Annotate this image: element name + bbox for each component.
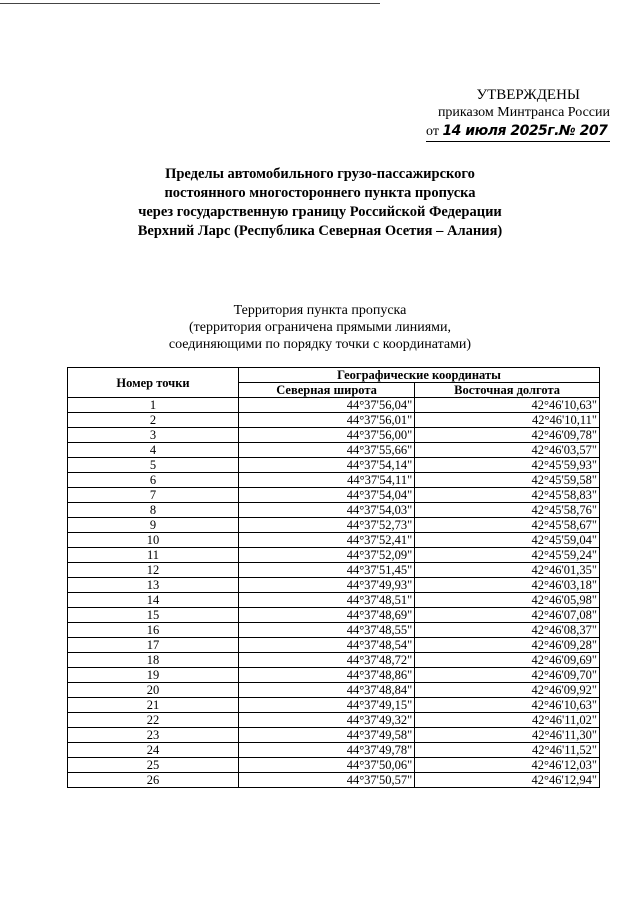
longitude-cell: 42°46'09,78" (415, 428, 600, 443)
latitude-cell: 44°37'54,14" (239, 458, 415, 473)
header-point-number: Номер точки (68, 368, 239, 398)
table-row (68, 458, 600, 473)
header-longitude: Восточная долгота (415, 383, 600, 398)
header-latitude: Северная широта (239, 383, 415, 398)
point-number: 14 (68, 593, 239, 608)
approval-stamp (400, 86, 610, 142)
point-number: 19 (68, 668, 239, 683)
coordinates-table (67, 367, 600, 788)
latitude-cell: 44°37'52,73" (239, 518, 415, 533)
point-number: 6 (68, 473, 239, 488)
territory-subtitle (0, 302, 640, 353)
longitude-cell: 42°46'12,94" (415, 773, 600, 788)
table-row (68, 758, 600, 773)
latitude-cell: 44°37'48,55" (239, 623, 415, 638)
table-row (68, 653, 600, 668)
latitude-cell: 44°37'50,57" (239, 773, 415, 788)
latitude-cell: 44°37'56,01" (239, 413, 415, 428)
longitude-cell: 42°46'09,69" (415, 653, 600, 668)
longitude-cell: 42°46'03,57" (415, 443, 600, 458)
longitude-cell: 42°46'07,08" (415, 608, 600, 623)
longitude-cell: 42°46'11,02" (415, 713, 600, 728)
longitude-cell: 42°46'09,70" (415, 668, 600, 683)
longitude-cell: 42°45'59,24" (415, 548, 600, 563)
table-row (68, 398, 600, 413)
table-row (68, 638, 600, 653)
point-number: 8 (68, 503, 239, 518)
longitude-cell: 42°45'58,83" (415, 488, 600, 503)
point-number: 18 (68, 653, 239, 668)
point-number: 5 (68, 458, 239, 473)
table-row (68, 713, 600, 728)
approval-date-line (426, 122, 610, 142)
latitude-cell: 44°37'55,66" (239, 443, 415, 458)
latitude-cell: 44°37'49,32" (239, 713, 415, 728)
table-row (68, 413, 600, 428)
table-row (68, 608, 600, 623)
longitude-cell: 42°46'05,98" (415, 593, 600, 608)
header-geo-coordinates: Географические координаты (239, 368, 600, 383)
point-number: 22 (68, 713, 239, 728)
title-line: через государственную границу Российской Федерации (138, 204, 502, 220)
table-row (68, 728, 600, 743)
latitude-cell: 44°37'52,41" (239, 533, 415, 548)
latitude-cell: 44°37'51,45" (239, 563, 415, 578)
longitude-cell: 42°46'09,92" (415, 683, 600, 698)
point-number: 20 (68, 683, 239, 698)
longitude-cell: 42°46'11,52" (415, 743, 600, 758)
longitude-cell: 42°46'01,35" (415, 563, 600, 578)
point-number: 4 (68, 443, 239, 458)
table-row (68, 668, 600, 683)
table-row (68, 548, 600, 563)
subtitle-line: Территория пункта пропуска (233, 303, 407, 318)
table-row (68, 473, 600, 488)
longitude-cell: 42°45'59,04" (415, 533, 600, 548)
point-number: 24 (68, 743, 239, 758)
approval-order: приказом Минтранса России (437, 105, 610, 120)
point-number: 21 (68, 698, 239, 713)
table-row (68, 698, 600, 713)
latitude-cell: 44°37'49,78" (239, 743, 415, 758)
coordinates-table-body (68, 398, 600, 788)
longitude-cell: 42°46'10,63" (415, 698, 600, 713)
latitude-cell: 44°37'48,86" (239, 668, 415, 683)
latitude-cell: 44°37'49,15" (239, 698, 415, 713)
table-row (68, 518, 600, 533)
point-number: 13 (68, 578, 239, 593)
point-number: 3 (68, 428, 239, 443)
table-row (68, 503, 600, 518)
point-number: 12 (68, 563, 239, 578)
title-line: постоянного многостороннего пункта пропуска (164, 185, 476, 201)
handwritten-date-number: 14 июля 2025г.№ 207 (442, 123, 608, 139)
table-row (68, 773, 600, 788)
longitude-cell: 42°45'59,58" (415, 473, 600, 488)
latitude-cell: 44°37'56,04" (239, 398, 415, 413)
table-row (68, 428, 600, 443)
point-number: 15 (68, 608, 239, 623)
longitude-cell: 42°46'10,63" (415, 398, 600, 413)
latitude-cell: 44°37'54,04" (239, 488, 415, 503)
point-number: 26 (68, 773, 239, 788)
approval-date-prefix: от (426, 124, 439, 139)
latitude-cell: 44°37'56,00" (239, 428, 415, 443)
point-number: 16 (68, 623, 239, 638)
longitude-cell: 42°46'11,30" (415, 728, 600, 743)
latitude-cell: 44°37'48,54" (239, 638, 415, 653)
longitude-cell: 42°45'58,67" (415, 518, 600, 533)
point-number: 25 (68, 758, 239, 773)
table-row (68, 683, 600, 698)
latitude-cell: 44°37'54,11" (239, 473, 415, 488)
longitude-cell: 42°45'59,93" (415, 458, 600, 473)
approval-heading: УТВЕРЖДЕНЫ (476, 87, 580, 103)
point-number: 17 (68, 638, 239, 653)
subtitle-line: соединяющими по порядку точки с координатами) (168, 337, 472, 352)
point-number: 23 (68, 728, 239, 743)
table-row (68, 743, 600, 758)
longitude-cell: 42°45'58,76" (415, 503, 600, 518)
point-number: 9 (68, 518, 239, 533)
point-number: 1 (68, 398, 239, 413)
table-row (68, 443, 600, 458)
document-title (0, 165, 640, 241)
longitude-cell: 42°46'12,03" (415, 758, 600, 773)
longitude-cell: 42°46'10,11" (415, 413, 600, 428)
scan-top-line (0, 3, 380, 4)
latitude-cell: 44°37'49,58" (239, 728, 415, 743)
latitude-cell: 44°37'54,03" (239, 503, 415, 518)
latitude-cell: 44°37'48,84" (239, 683, 415, 698)
table-row (68, 593, 600, 608)
title-line: Пределы автомобильного грузо-пассажирского (165, 166, 475, 182)
point-number: 2 (68, 413, 239, 428)
table-row (68, 488, 600, 503)
longitude-cell: 42°46'08,37" (415, 623, 600, 638)
latitude-cell: 44°37'48,72" (239, 653, 415, 668)
table-row (68, 563, 600, 578)
latitude-cell: 44°37'49,93" (239, 578, 415, 593)
point-number: 7 (68, 488, 239, 503)
latitude-cell: 44°37'48,51" (239, 593, 415, 608)
latitude-cell: 44°37'48,69" (239, 608, 415, 623)
point-number: 11 (68, 548, 239, 563)
table-row (68, 623, 600, 638)
longitude-cell: 42°46'09,28" (415, 638, 600, 653)
latitude-cell: 44°37'50,06" (239, 758, 415, 773)
title-line: Верхний Ларс (Республика Северная Осетия – Алания) (137, 223, 503, 239)
table-row (68, 578, 600, 593)
subtitle-line: (территория ограничена прямыми линиями, (188, 320, 452, 335)
table-row (68, 533, 600, 548)
point-number: 10 (68, 533, 239, 548)
latitude-cell: 44°37'52,09" (239, 548, 415, 563)
longitude-cell: 42°46'03,18" (415, 578, 600, 593)
